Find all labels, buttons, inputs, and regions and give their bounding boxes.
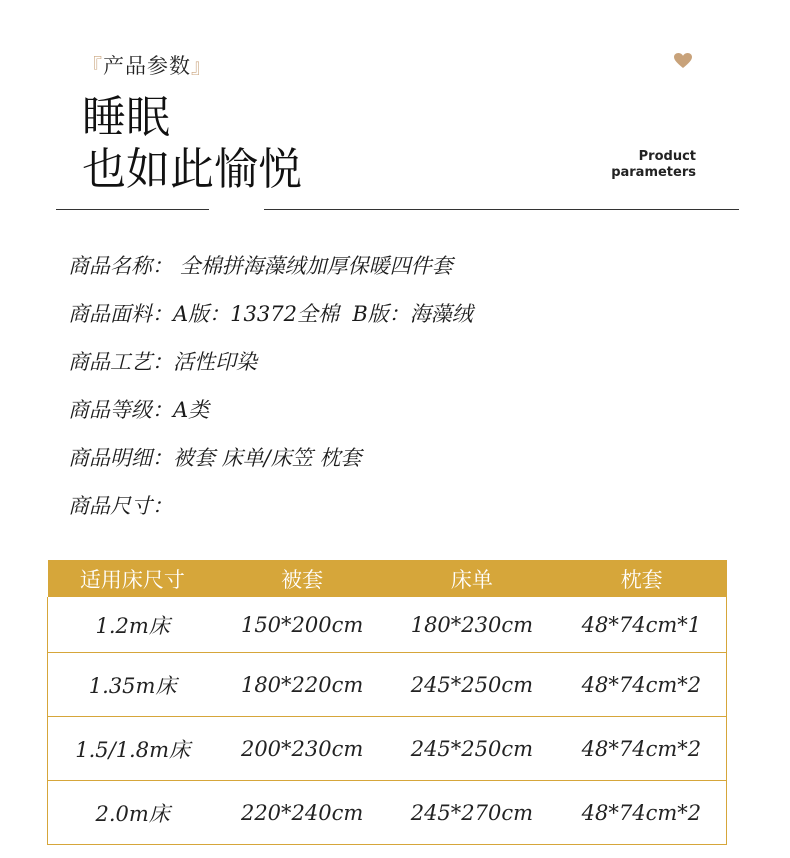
col-pillowcase: 枕套 (557, 560, 727, 597)
spec-name: 商品名称： 全棉拼海藻绒加厚保暖四件套 (68, 254, 453, 278)
cell-bed-sheet: 245*250cm (387, 717, 557, 781)
section-tag (82, 50, 212, 80)
cell-duvet-cover: 220*240cm (217, 781, 387, 845)
title-line-2: 也如此愉悦 (82, 144, 302, 195)
table-header-row (48, 560, 727, 597)
cell-bed-sheet: 180*230cm (387, 597, 557, 653)
page-title (82, 92, 302, 196)
divider-left (56, 209, 209, 210)
en-line-1: Product (638, 149, 696, 164)
cell-pillowcase: 48*74cm*1 (557, 597, 727, 653)
spec-size: 商品尺寸： (68, 494, 173, 518)
table-row (48, 717, 727, 781)
heart-icon (674, 53, 692, 69)
spec-grade: 商品等级：A类 (68, 398, 210, 422)
tag-bracket-close: 』 (191, 54, 212, 78)
title-line-1: 睡眠 (82, 92, 170, 143)
size-table (47, 560, 727, 845)
cell-bed-size: 2.0m床 (48, 781, 218, 845)
table-row (48, 597, 727, 653)
cell-duvet-cover: 180*220cm (217, 653, 387, 717)
cell-bed-size: 1.35m床 (48, 653, 218, 717)
spec-list (68, 246, 473, 534)
cell-bed-sheet: 245*250cm (387, 653, 557, 717)
english-subtitle (611, 149, 696, 181)
cell-pillowcase: 48*74cm*2 (557, 781, 727, 845)
cell-duvet-cover: 200*230cm (217, 717, 387, 781)
cell-bed-size: 1.2m床 (48, 597, 218, 653)
spec-craft: 商品工艺：活性印染 (68, 350, 257, 374)
spec-fabric: 商品面料：A版：13372全棉 B版：海藻绒 (68, 302, 473, 326)
cell-bed-sheet: 245*270cm (387, 781, 557, 845)
col-bed-size: 适用床尺寸 (48, 560, 218, 597)
col-duvet-cover: 被套 (217, 560, 387, 597)
divider-right (264, 209, 739, 210)
cell-bed-size: 1.5/1.8m床 (48, 717, 218, 781)
cell-duvet-cover: 150*200cm (217, 597, 387, 653)
col-bed-sheet: 床单 (387, 560, 557, 597)
table-row (48, 653, 727, 717)
en-line-2: parameters (611, 165, 696, 180)
cell-pillowcase: 48*74cm*2 (557, 717, 727, 781)
spec-contents: 商品明细：被套 床单/床笠 枕套 (68, 446, 362, 470)
cell-pillowcase: 48*74cm*2 (557, 653, 727, 717)
tag-text: 产品参数 (103, 54, 191, 78)
table-row (48, 781, 727, 845)
tag-bracket-open: 『 (82, 54, 103, 78)
